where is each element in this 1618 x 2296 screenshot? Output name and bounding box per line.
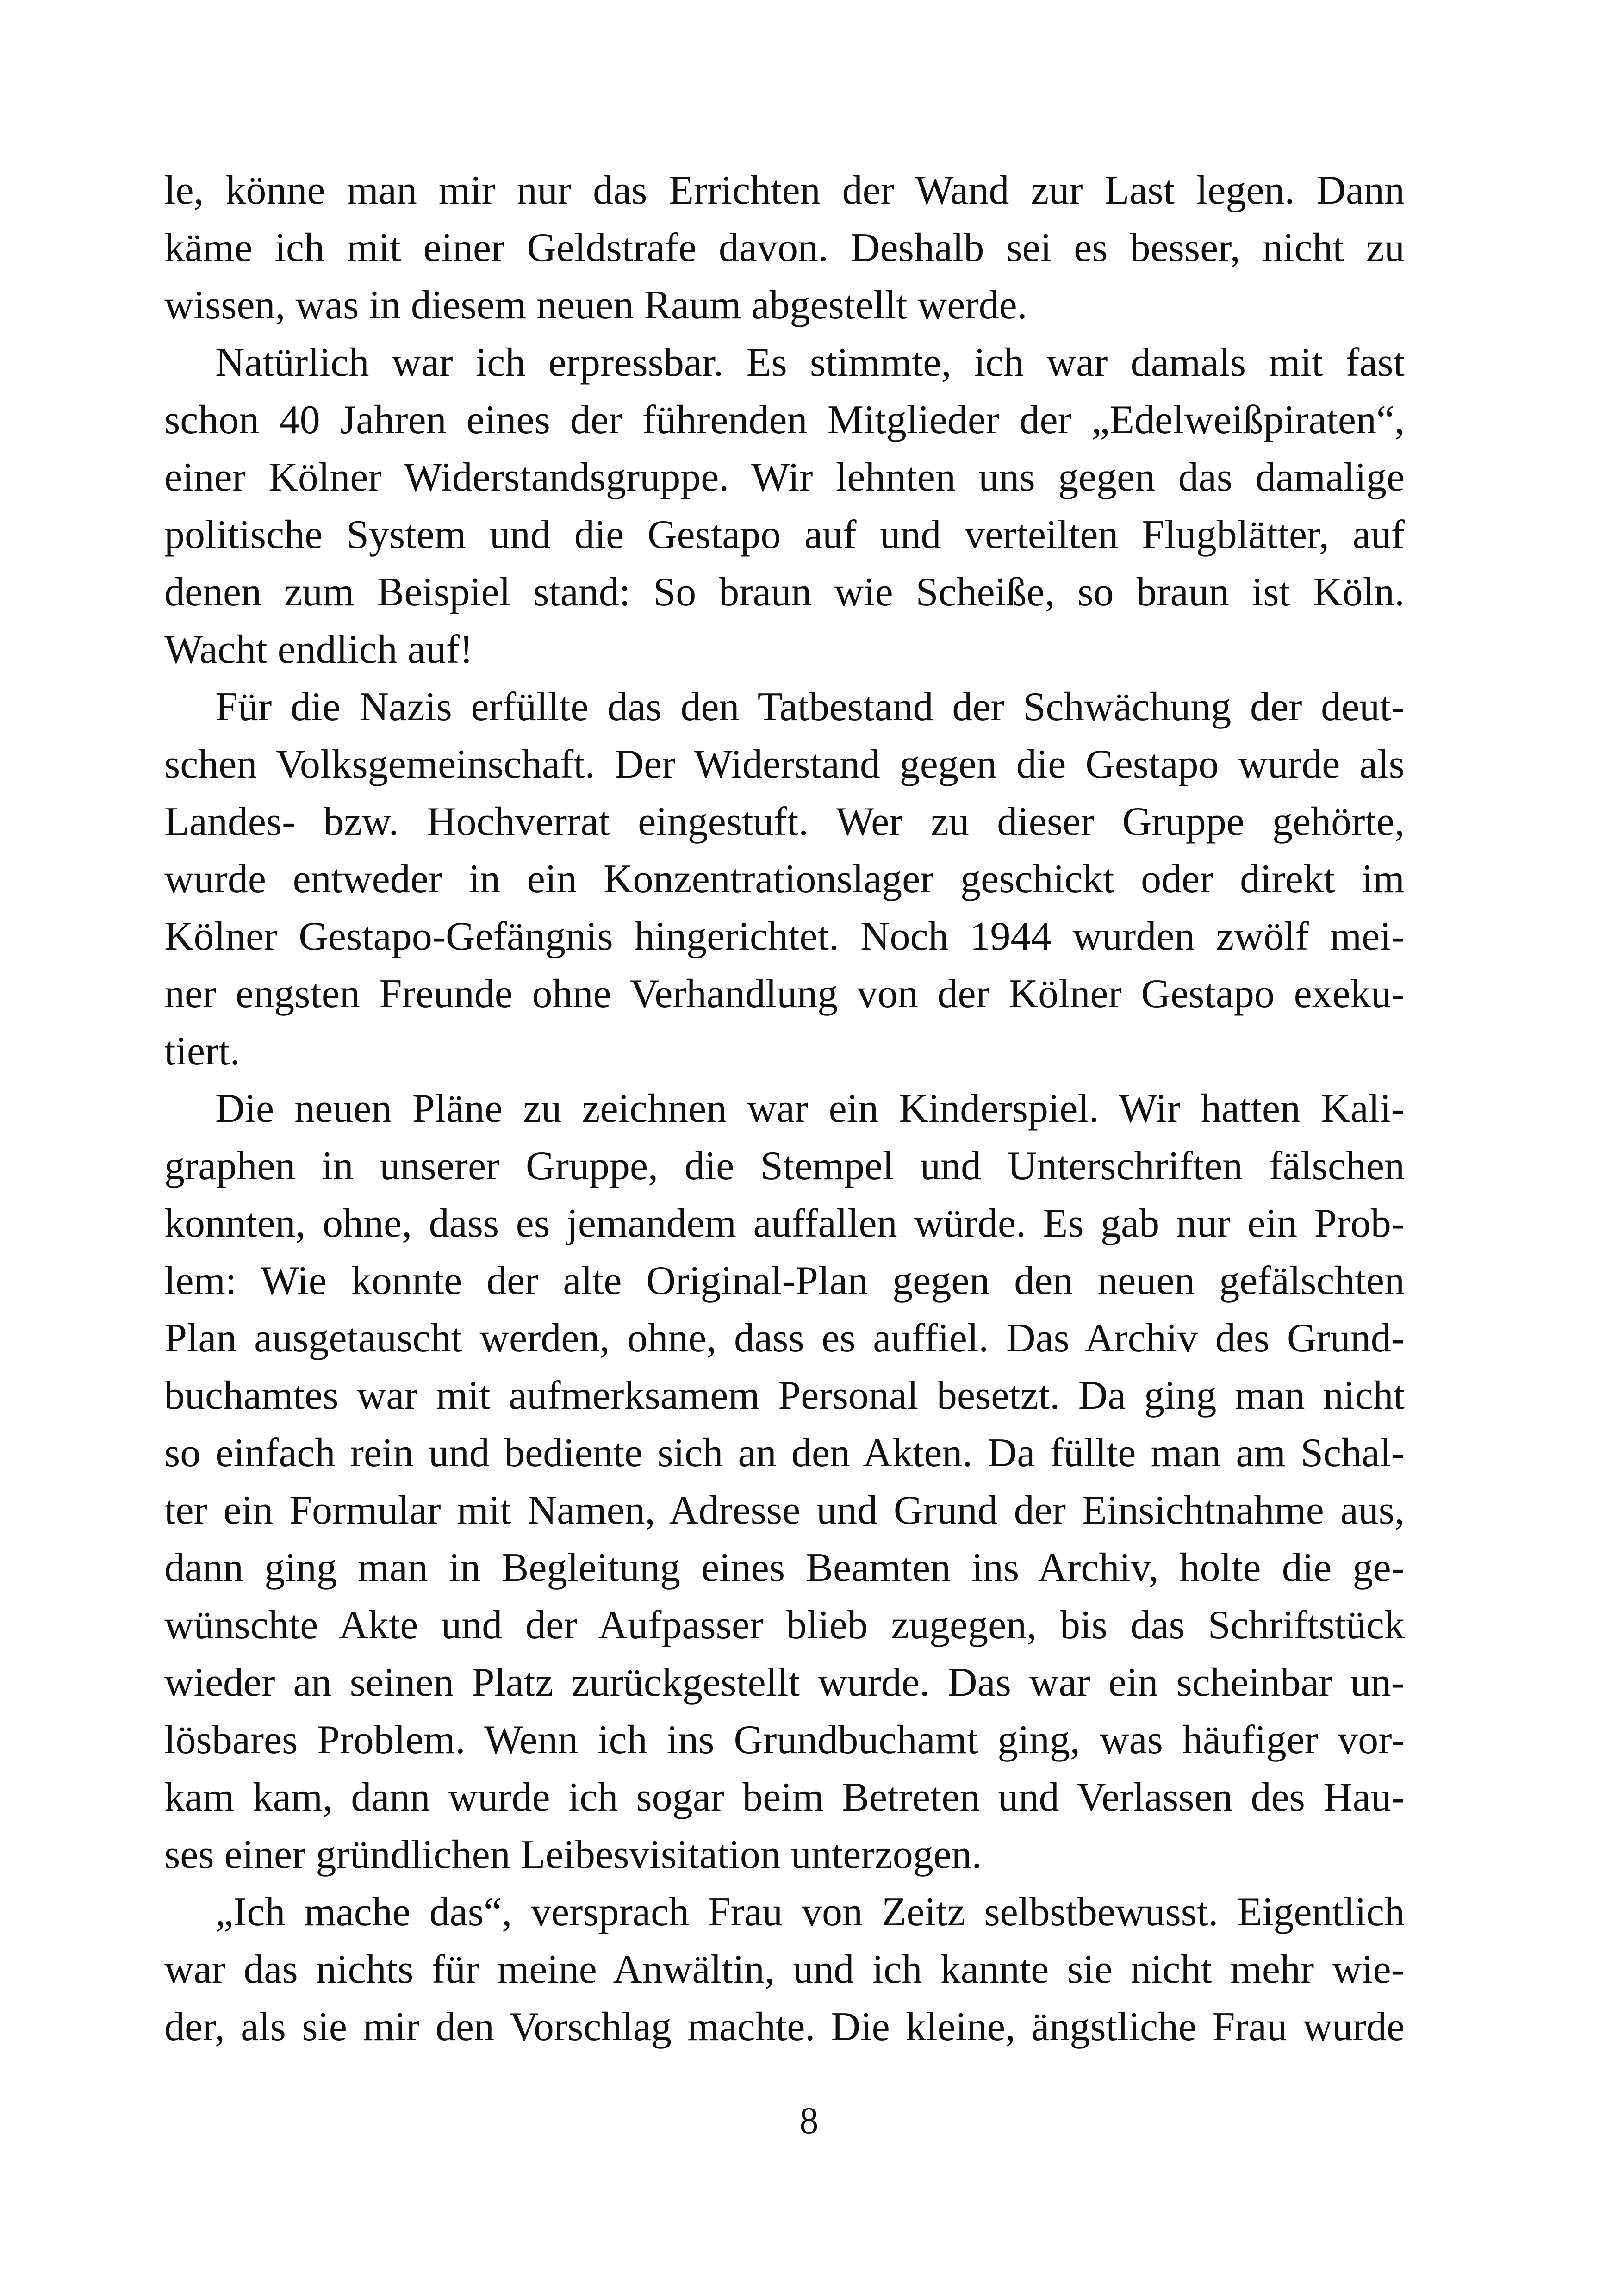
text-line: wieder an seinen Platz zurückgestellt wurde. Das war ein scheinbar un-	[164, 1660, 1405, 1705]
text-line: Die neuen Pläne zu zeichnen war ein Kinderspiel. Wir hatten Kali-	[215, 1086, 1405, 1131]
text-line: Landes- bzw. Hochverrat eingestuft. Wer zu dieser Gruppe gehörte,	[164, 799, 1405, 844]
text-line: lem: Wie konnte der alte Original-Plan gegen den neuen gefälschten	[164, 1258, 1405, 1303]
paragraph	[164, 1884, 1405, 2056]
text-line: war das nichts für meine Anwältin, und ich kannte sie nicht mehr wie-	[164, 1947, 1405, 1992]
text-line: lösbares Problem. Wenn ich ins Grundbuchamt ging, was häufiger vor-	[164, 1717, 1405, 1762]
text-line: dann ging man in Begleitung eines Beamten ins Archiv, holte die ge-	[164, 1545, 1405, 1590]
text-line: käme ich mit einer Geldstrafe davon. Deshalb sei es besser, nicht zu	[164, 225, 1405, 270]
paragraph	[164, 162, 1405, 334]
text-line: Wacht endlich auf!	[164, 627, 473, 672]
text-line: konnten, ohne, dass es jemandem auffallen würde. Es gab nur ein Prob-	[164, 1201, 1405, 1246]
text-line: so einfach rein und bediente sich an den Akten. Da füllte man am Schal-	[164, 1431, 1405, 1475]
text-line: der, als sie mir den Vorschlag machte. Die kleine, ängstliche Frau wurde	[164, 2004, 1405, 2049]
text-line: schon 40 Jahren eines der führenden Mitglieder der „Edelweißpiraten“,	[164, 398, 1405, 442]
text-line: kam kam, dann wurde ich sogar beim Betreten und Verlassen des Hau-	[164, 1775, 1405, 1820]
text-line: le, könne man mir nur das Errichten der Wand zur Last legen. Dann	[164, 168, 1405, 213]
body-text	[164, 162, 1405, 2056]
paragraph	[164, 334, 1405, 678]
text-line: buchamtes war mit aufmerksamem Personal besetzt. Da ging man nicht	[164, 1373, 1405, 1418]
page-number: 8	[799, 2099, 819, 2141]
text-line: wissen, was in diesem neuen Raum abgestellt werde.	[164, 283, 1027, 328]
text-line: Plan ausgetauscht werden, ohne, dass es auffiel. Das Archiv des Grund-	[164, 1316, 1405, 1361]
text-line: einer Kölner Widerstandsgruppe. Wir lehnten uns gegen das damalige	[164, 455, 1405, 500]
text-line: schen Volksgemeinschaft. Der Widerstand gegen die Gestapo wurde als	[164, 742, 1405, 787]
paragraph	[164, 678, 1405, 1080]
text-line: politische System und die Gestapo auf und verteilten Flugblätter, auf	[164, 512, 1405, 557]
text-line: ner engsten Freunde ohne Verhandlung von der Kölner Gestapo exeku-	[164, 971, 1405, 1016]
text-line: „Ich mache das“, versprach Frau von Zeitz selbstbewusst. Eigentlich	[215, 1890, 1405, 1935]
text-line: tiert.	[164, 1029, 240, 1074]
text-line: Natürlich war ich erpressbar. Es stimmte, ich war damals mit fast	[215, 340, 1405, 385]
paragraph	[164, 1080, 1405, 1884]
text-line: Kölner Gestapo-Gefängnis hingerichtet. Noch 1944 wurden zwölf mei-	[164, 914, 1405, 959]
text-line: wünschte Akte und der Aufpasser blieb zugegen, bis das Schriftstück	[164, 1603, 1405, 1648]
text-line: graphen in unserer Gruppe, die Stempel und Unterschriften fälschen	[164, 1144, 1405, 1188]
text-line: denen zum Beispiel stand: So braun wie Scheiße, so braun ist Köln.	[164, 570, 1405, 615]
text-line: ter ein Formular mit Namen, Adresse und Grund der Einsichtnahme aus,	[164, 1488, 1405, 1533]
text-line: wurde entweder in ein Konzentrationslager geschickt oder direkt im	[164, 857, 1405, 902]
text-line: ses einer gründlichen Leibesvisitation unterzogen.	[164, 1832, 982, 1877]
text-line: Für die Nazis erfüllte das den Tatbestand der Schwächung der deut-	[215, 684, 1405, 729]
